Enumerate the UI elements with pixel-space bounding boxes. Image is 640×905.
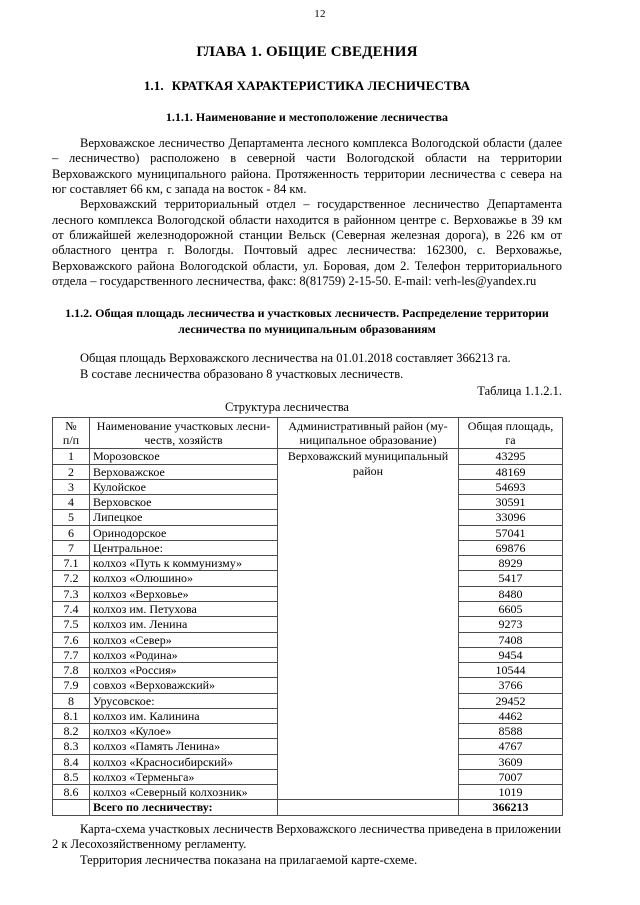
cell-total-area: 33096 bbox=[459, 510, 563, 525]
section-title-text: КРАТКАЯ ХАРАКТЕРИСТИКА ЛЕСНИЧЕСТВА bbox=[171, 78, 471, 93]
cell-row-number: 6 bbox=[53, 525, 90, 540]
header-cell-area bbox=[459, 417, 563, 449]
cell-subdivision-name: колхоз «Путь к коммунизму» bbox=[90, 556, 278, 571]
cell-total-area: 57041 bbox=[459, 525, 563, 540]
cell-total-row-number bbox=[53, 800, 90, 815]
cell-row-number: 4 bbox=[53, 495, 90, 510]
header-cell-number bbox=[53, 417, 90, 449]
cell-row-number: 8.6 bbox=[53, 785, 90, 800]
cell-subdivision-name: колхоз «Кулое» bbox=[90, 724, 278, 739]
cell-subdivision-name: Оринодорское bbox=[90, 525, 278, 540]
cell-total-area: 5417 bbox=[459, 571, 563, 586]
paragraph-location-1: Верховажское лесничество Департамента лесного комплекса Вологодской области (далее – лесничество) расположено в северной части Вологодской области на территории Верховажского муниципального района. Протяженность территории лесничества с севера на юг составляет 66 км, с запада на восток - 84 км. bbox=[52, 136, 562, 196]
cell-total-area: 9454 bbox=[459, 647, 563, 662]
cell-subdivision-name: Урусовское: bbox=[90, 693, 278, 708]
cell-row-number: 7.8 bbox=[53, 663, 90, 678]
cell-row-number: 7.4 bbox=[53, 601, 90, 616]
page-number: 12 bbox=[314, 8, 326, 20]
header-region-line1: Административный район (му- bbox=[288, 418, 448, 433]
header-region-line2: ниципальное образование) bbox=[299, 432, 437, 447]
cell-subdivision-name: Кулойское bbox=[90, 479, 278, 494]
cell-row-number: 8.2 bbox=[53, 724, 90, 739]
header-area-line1: Общая площадь, bbox=[467, 418, 554, 433]
cell-subdivision-name: колхоз «Северный колхозник» bbox=[90, 785, 278, 800]
cell-subdivision-name: колхоз им. Калинина bbox=[90, 708, 278, 723]
cell-subdivision-name: колхоз им. Ленина bbox=[90, 617, 278, 632]
cell-total-area: 69876 bbox=[459, 540, 563, 555]
cell-total-region bbox=[278, 800, 459, 815]
paragraph-subdivision-count: В составе лесничества образовано 8 участковых лесничеств. bbox=[80, 366, 404, 381]
header-name-line1: Наименование участковых лесни- bbox=[96, 418, 271, 433]
table-row bbox=[53, 449, 563, 464]
cell-subdivision-name: колхоз «Север» bbox=[90, 632, 278, 647]
header-area-line2: га bbox=[505, 432, 516, 447]
cell-row-number: 8.4 bbox=[53, 754, 90, 769]
cell-row-number: 1 bbox=[53, 449, 90, 464]
section-number: 1.1. bbox=[143, 78, 164, 93]
cell-row-number: 2 bbox=[53, 464, 90, 479]
subsection-title-1-1-2-line1: 1.1.2. Общая площадь лесничества и участковых лесничеств. Распределение территории bbox=[65, 306, 549, 321]
cell-row-number: 7.5 bbox=[53, 617, 90, 632]
cell-total-area: 10544 bbox=[459, 663, 563, 678]
cell-subdivision-name: Верховское bbox=[90, 495, 278, 510]
cell-total-area: 8588 bbox=[459, 724, 563, 739]
cell-administrative-region bbox=[278, 449, 459, 800]
cell-total-area: 43295 bbox=[459, 449, 563, 464]
cell-subdivision-name: колхоз «Олюшино» bbox=[90, 571, 278, 586]
cell-row-number: 7.1 bbox=[53, 556, 90, 571]
paragraph-map-scheme-line2: 2 к Лесохозяйственному регламенту. bbox=[52, 837, 247, 852]
cell-row-number: 7.3 bbox=[53, 586, 90, 601]
cell-subdivision-name: Верховажское bbox=[90, 464, 278, 479]
cell-row-number: 7.2 bbox=[53, 571, 90, 586]
cell-row-number: 8.5 bbox=[53, 769, 90, 784]
table-header-row bbox=[53, 417, 563, 449]
cell-row-number: 7.6 bbox=[53, 632, 90, 647]
cell-subdivision-name: колхоз «Терменьга» bbox=[90, 769, 278, 784]
subsection-title-1-1-2-line2: лесничества по муниципальным образованиям bbox=[178, 321, 436, 336]
cell-total-area-value: 366213 bbox=[459, 800, 563, 815]
cell-total-label: Всего по лесничеству: bbox=[90, 800, 278, 815]
cell-row-number: 5 bbox=[53, 510, 90, 525]
cell-subdivision-name: совхоз «Верховажский» bbox=[90, 678, 278, 693]
region-line1: Верховажский муниципальный bbox=[287, 449, 449, 464]
pre-table-text bbox=[52, 351, 562, 383]
cell-row-number: 7.7 bbox=[53, 647, 90, 662]
header-name-line2: честв, хозяйств bbox=[144, 432, 223, 447]
table-total-row bbox=[53, 800, 563, 815]
cell-total-area: 3609 bbox=[459, 754, 563, 769]
cell-total-area: 7007 bbox=[459, 769, 563, 784]
section-title bbox=[52, 78, 562, 94]
table-number-label: Таблица 1.1.2.1. bbox=[477, 383, 562, 398]
header-cell-region bbox=[278, 417, 459, 449]
cell-subdivision-name: колхоз «Россия» bbox=[90, 663, 278, 678]
cell-total-area: 3766 bbox=[459, 678, 563, 693]
table-caption: Структура лесничества bbox=[225, 399, 349, 414]
subsection-title-1-1-1: 1.1.1. Наименование и местоположение лесничества bbox=[165, 110, 449, 124]
cell-total-area: 1019 bbox=[459, 785, 563, 800]
forestry-structure-table bbox=[52, 417, 563, 816]
cell-subdivision-name: Морозовское bbox=[90, 449, 278, 464]
paragraph-territory-map: Территория лесничества показана на прилагаемой карте-схеме. bbox=[80, 852, 418, 867]
cell-total-area: 7408 bbox=[459, 632, 563, 647]
paragraph-location-2: Верховажский территориальный отдел – государственное лесничество Департамента лесного комплекса Вологодской области находится в районном центре с. Верховажье в 39 км от ближайшей железнодорожной станции Вельск (Северная железная дорога), в 226 км от областного центра г. Вологды. Почтовый адрес лесничества: 162300, с. Верховажье, Верховажского района Вологодской области, ул. Боровая, дом 2. Телефон территориального отдела – государственного лесничества, факс: 8(81759) 2-15-50. E-mail: verh-les@yandex.ru bbox=[52, 197, 562, 288]
header-number-line1: № bbox=[65, 418, 77, 433]
header-number-line2: п/п bbox=[62, 432, 80, 447]
cell-total-area: 6605 bbox=[459, 601, 563, 616]
subsection-title-1-1-2 bbox=[52, 306, 562, 338]
cell-total-area: 8480 bbox=[459, 586, 563, 601]
cell-row-number: 8 bbox=[53, 693, 90, 708]
cell-row-number: 8.3 bbox=[53, 739, 90, 754]
cell-subdivision-name: колхоз «Верховье» bbox=[90, 586, 278, 601]
cell-subdivision-name: колхоз «Память Ленина» bbox=[90, 739, 278, 754]
cell-row-number: 7.9 bbox=[53, 678, 90, 693]
cell-row-number: 7 bbox=[53, 540, 90, 555]
cell-total-area: 48169 bbox=[459, 464, 563, 479]
cell-total-area: 4462 bbox=[459, 708, 563, 723]
paragraph-map-scheme-line1: Карта-схема участковых лесничеств Верховажского лесничества приведена в приложении bbox=[80, 821, 562, 836]
cell-subdivision-name: Центральное: bbox=[90, 540, 278, 555]
region-line2: район bbox=[352, 463, 384, 478]
cell-subdivision-name: колхоз «Родина» bbox=[90, 647, 278, 662]
cell-total-area: 9273 bbox=[459, 617, 563, 632]
cell-total-area: 8929 bbox=[459, 556, 563, 571]
cell-row-number: 8.1 bbox=[53, 708, 90, 723]
header-cell-name bbox=[90, 417, 278, 449]
cell-total-area: 4767 bbox=[459, 739, 563, 754]
cell-subdivision-name: колхоз им. Петухова bbox=[90, 601, 278, 616]
page-content bbox=[0, 44, 640, 868]
table-body bbox=[53, 449, 563, 815]
cell-total-area: 29452 bbox=[459, 693, 563, 708]
after-table-text bbox=[52, 822, 562, 869]
chapter-title: ГЛАВА 1. ОБЩИЕ СВЕДЕНИЯ bbox=[196, 44, 418, 60]
cell-total-area: 54693 bbox=[459, 479, 563, 494]
table-header bbox=[53, 417, 563, 449]
cell-row-number: 3 bbox=[53, 479, 90, 494]
paragraph-total-area: Общая площадь Верховажского лесничества на 01.01.2018 составляет 366213 га. bbox=[80, 350, 511, 365]
cell-subdivision-name: Липецкое bbox=[90, 510, 278, 525]
cell-total-area: 30591 bbox=[459, 495, 563, 510]
cell-subdivision-name: колхоз «Красносибирский» bbox=[90, 754, 278, 769]
